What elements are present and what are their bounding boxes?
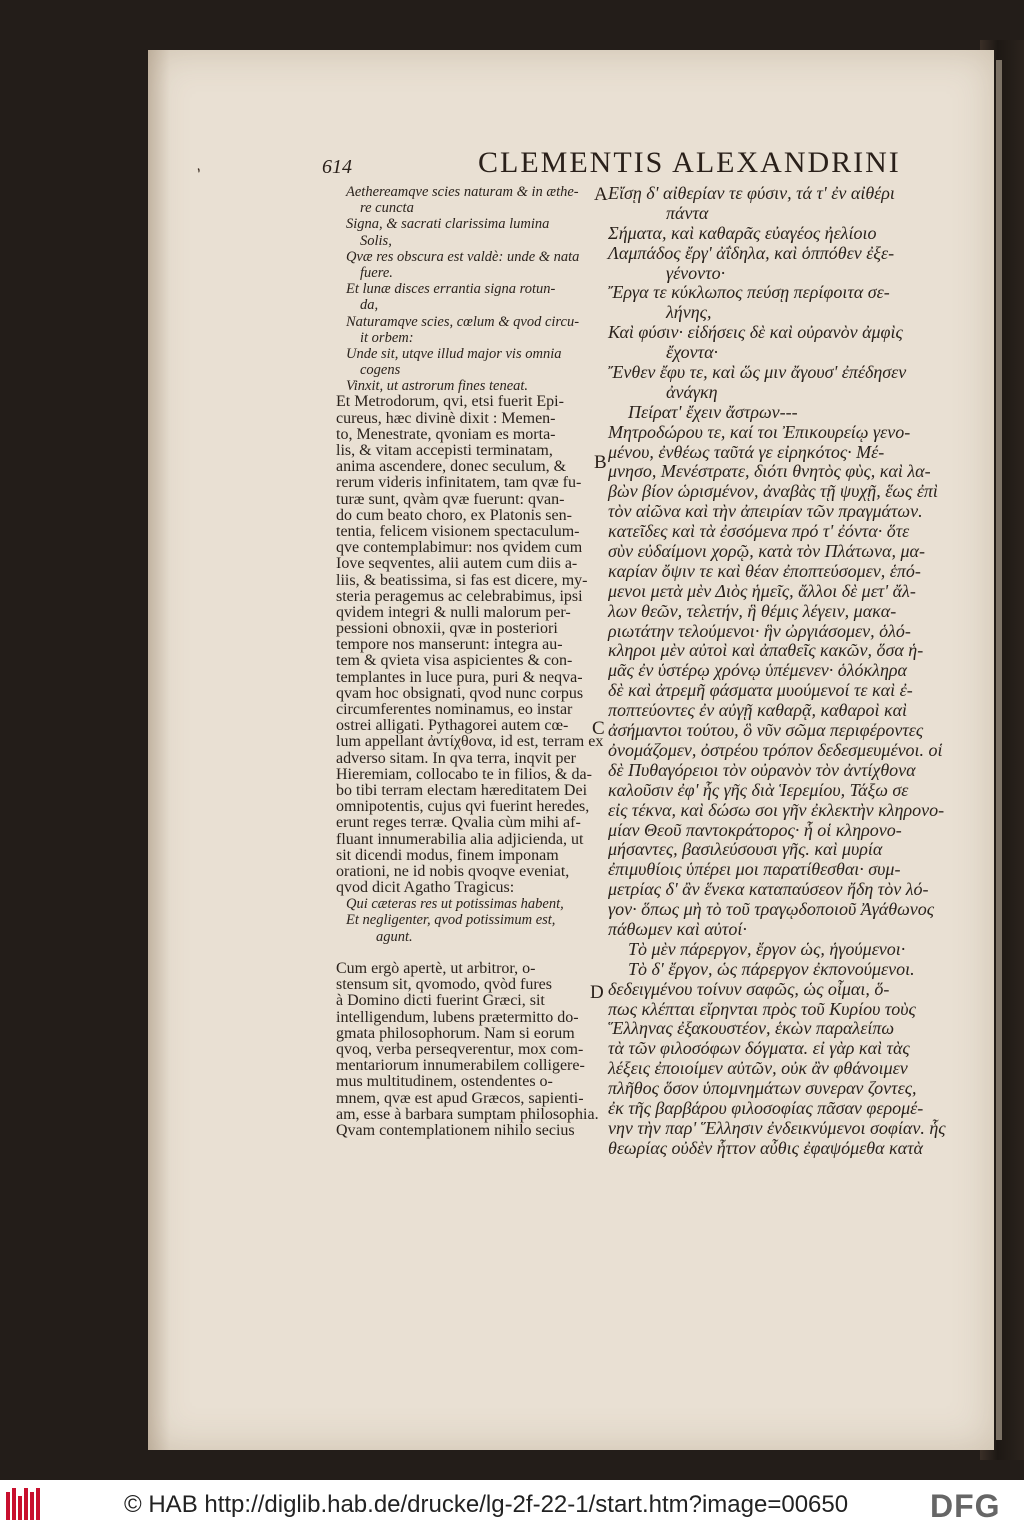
greek-line: σὺν εὐδαίμονι χορῷ, κατὰ τὸν Πλάτωνα, μα- — [608, 541, 925, 562]
latin-line: ostrei alligati. Pythagorei autem cœ- — [336, 717, 569, 735]
greek-line: ποπτεύοντες ἐν αὐγῇ καθαρᾷ, καθαροὶ καὶ — [608, 700, 908, 721]
greek-line: λέξεις ἐποιοίμεν αὐτῶν, οὐκ ἂν φθάνοιμεν — [608, 1058, 908, 1079]
latin-line: lis, & vitam accepisti terminatam, — [336, 442, 553, 459]
next-page-edge — [996, 60, 1002, 1440]
latin-line: stensum sit, qvomodo, qvòd fures — [336, 976, 552, 994]
greek-line: λων θεῶν, τελετήν, ἣ θέμις λέγειν, μακα- — [608, 600, 897, 621]
latin-column — [336, 184, 604, 1139]
greek-line: Ἕλληνας ἐξακουστέον, ἑκὼν παραλείπω — [608, 1018, 895, 1039]
greek-line: εἰς τέκνα, καὶ δώσω σοι γῆν ἐκλεκτὴν κληρονο- — [608, 799, 945, 820]
latin-line: Solis, — [360, 232, 392, 249]
latin-line: Naturamqve scies, cœlum & qvod circu- — [346, 313, 580, 330]
greek-line: τὸν αἰῶνα καὶ τὴν ἀπειρίαν τῶν πραγμάτων. — [608, 501, 923, 522]
greek-line: πάθωμεν καὶ αὐτοί· — [608, 918, 747, 939]
latin-line: rerum videris infinitatem, tam qvæ fu- — [336, 474, 582, 492]
latin-line: Et negligenter, qvod potissimum est, — [346, 912, 556, 929]
latin-line: Qvam contemplationem nihilo secius — [336, 1121, 575, 1139]
greek-line: βὼν βίον ὡρισμένον, ἀναβὰς τῇ ψυχῇ, ἕως ἐπὶ — [608, 481, 938, 502]
section-marker-a: A — [594, 184, 608, 205]
latin-line: steria peragemus ac celebrabimus, ipsi — [336, 587, 583, 605]
greek-line: ὀνομάζομεν, ὀστρέου τρόπον δεδεσμευμένοι. οἱ — [608, 739, 943, 760]
latin-line: fluant innumerabilia alia adjicienda, ut — [336, 830, 584, 848]
hab-logo-icon — [6, 1488, 42, 1520]
greek-line: μνησο, Μενέστρατε, διότι θνητὸς φὺς, καὶ λα- — [608, 461, 931, 482]
latin-line: Cum ergò apertè, ut arbitror, o- — [336, 960, 536, 977]
section-marker-d: D — [590, 982, 604, 1003]
latin-line: intelligendum, lubens prætermitto do- — [336, 1008, 579, 1026]
latin-line: cureus, hæc divinè dixit : Memen- — [336, 409, 556, 427]
latin-line: tempore nos manserunt: integra au- — [336, 636, 563, 654]
latin-line: Et lunæ disces errantia signa rotun- — [346, 281, 556, 298]
latin-line: erunt reges terræ. Qvalia cùm mihi af- — [336, 814, 581, 832]
latin-line: qvidem integri & nulli malorum per- — [336, 603, 571, 621]
latin-line: Qvæ res obscura est valdè: unde & nata — [346, 248, 580, 265]
latin-line: am, esse à barbara sumptam philosophia. — [336, 1105, 599, 1123]
latin-line: mentariorum innumerabilem colligere- — [336, 1057, 585, 1075]
latin-line: tentia, felicem visionem spectaculum- — [336, 522, 580, 540]
latin-line: circumferentes nominamus, eo instar — [336, 701, 573, 718]
latin-line: pessioni obnoxii, qvæ in posteriori — [336, 620, 558, 638]
latin-line: cogens — [360, 362, 401, 379]
greek-line: ἔχοντα· — [666, 342, 719, 363]
latin-line: re cuncta — [360, 200, 414, 217]
greek-line: Τὸ μὲν πάρεργον, ἔργον ὡς, ἡγούμενοι· — [628, 938, 906, 959]
greek-line: καλοῦσιν ἐφ' ἧς γῆς διὰ Ἱερεμίου, Τάξω σε — [608, 779, 909, 800]
greek-line: τὰ τῶν φιλοσόφων δόγματα. εἰ γὰρ καὶ τὰς — [608, 1038, 910, 1059]
latin-line: tem & qvieta visa aspicientes & con- — [336, 652, 573, 670]
latin-line: Qui cæteras res ut potissimas habent, — [346, 896, 564, 913]
greek-line: Λαμπάδος ἔργ' ἀΐδηλα, καὶ ὁππόθεν ἐξε- — [608, 242, 895, 263]
greek-line: Σήματα, καὶ καθαρᾶς εὐαγέος ἠελίοιο — [608, 222, 877, 243]
greek-line: Ἔργα τε κύκλωπος πεύσῃ περίφοιτα σε- — [608, 282, 890, 303]
greek-line: ἐκ τῆς βαρβάρου φιλοσοφίας πᾶσαν φερομέ- — [608, 1097, 924, 1118]
greek-line: καρίαν ὄψιν τε καὶ θέαν ἐποπτεύσομεν, ἑπό- — [608, 560, 921, 581]
greek-line: Μητροδώρου τε, καί τοι Ἐπικουρείῳ γενο- — [608, 421, 911, 442]
greek-line: δὲ Πυθαγόρειοι τὸν οὐρανὸν τὸν ἀντίχθονα — [608, 759, 916, 780]
latin-line: omnipotentis, cujus qvi fuerint heredes, — [336, 798, 590, 816]
latin-line: sit dicendi modus, finem imponam — [336, 846, 559, 864]
greek-line: νην τὴν παρ' Ἕλλησιν ἐνδεικνύμενοι σοφίαν. ἧς — [608, 1117, 946, 1138]
greek-line: δὲ καὶ ἀτρεμῆ φάσματα μυούμενοί τε καὶ ἐ- — [608, 680, 913, 701]
latin-line: Vinxit, ut astrorum fines teneat. — [346, 378, 529, 395]
latin-line: mus multitudinem, ostendentes o- — [336, 1073, 553, 1091]
greek-line: πλῆθος ὅσον ὑπομνημάτων συνεραν ζοντες, — [608, 1078, 917, 1099]
greek-line: πως κλέπται εἴρηνται πρὸς τοῦ Κυρίου τοὺς — [608, 998, 916, 1019]
greek-line: ριωτάτην τελούμενοι· ἣν ὠργιάσομεν, ὁλό- — [608, 620, 911, 641]
page-number: 614 — [322, 156, 352, 178]
greek-line: μένου, ἐνθέως ταῦτά γε εἰρηκότος· Μέ- — [608, 441, 885, 462]
copyright-credit[interactable]: © HAB http://diglib.hab.de/drucke/lg-2f-22-1/start.htm?image=00650 — [124, 1491, 849, 1518]
greek-line: ἀσήμαντοι τούτου, ὃ νῦν σῶμα περιφέροντες — [608, 720, 924, 741]
latin-line: fuere. — [360, 264, 393, 281]
latin-line: qvoq, verba persеqverentur, mox com- — [336, 1040, 584, 1058]
section-marker-b: B — [594, 452, 607, 473]
latin-line: orationi, ne id nobis qvoqve eveniat, — [336, 862, 570, 880]
latin-line: qvam hoc obsignati, qvod nunc corpus — [336, 684, 584, 702]
greek-line: Εἴσῃ δ' αἰθερίαν τε φύσιν, τά τ' ἐν αἰθέρι — [608, 183, 895, 203]
latin-line: à Domino dicti fuerint Græci, sit — [336, 992, 545, 1010]
latin-line: Unde sit, utqve illud major vis omnia — [346, 345, 562, 362]
latin-line: qvod dicit Agatho Tragicus: — [336, 879, 515, 897]
latin-line — [336, 945, 592, 961]
greek-column — [608, 183, 946, 1159]
running-title: CLEMENTIS ALEXANDRINI — [478, 146, 901, 179]
greek-line: λήνης, — [666, 302, 712, 323]
latin-line: qve contemplabimur: nos qvidem cum — [336, 539, 583, 557]
greek-line: γένοντο· — [666, 262, 726, 283]
latin-line: lum appellant ἀντίχθονα, id est, terram ex — [336, 733, 604, 751]
latin-line: do cum beato choro, ex Platonis sen- — [336, 506, 572, 524]
latin-line: adverso sitam. In qva terra, inqvit per — [336, 749, 576, 767]
greek-line: μίαν Θεοῦ παντοκράτορος· ἧ οἱ κληρονο- — [608, 819, 902, 840]
latin-line: templantes in luce pura, puri & neqva- — [336, 668, 583, 686]
section-marker-c: C — [592, 718, 605, 739]
latin-line: turæ sunt, qvàm qvæ fuerunt: qvan- — [336, 490, 565, 508]
latin-line: liis, & beatissima, si fas est dicere, my- — [336, 571, 588, 589]
gutter-fold — [148, 50, 170, 1450]
latin-line: Aethereamqve scies naturam & in æthe- — [346, 184, 579, 200]
pen-mark: ʼ — [193, 164, 208, 185]
latin-line: Signa, & sacrati clarissima lumina — [346, 216, 550, 233]
greek-line: θεωρίας οὐδὲν ἧττον αὖθις ἐφαψόμεθα κατὰ — [608, 1137, 923, 1158]
greek-line: Ἔνθεν ἔφυ τε, καὶ ὥς μιν ἄγουσ' ἐπέδησεν — [608, 362, 907, 383]
latin-line: bo tibi terram electam hæreditatem Dei — [336, 781, 588, 799]
latin-line: Et Metrodorum, qvi, etsi fuerit Epi- — [336, 393, 564, 411]
latin-line: gmata philosophorum. Nam si eorum — [336, 1024, 575, 1042]
greek-line: δεδειγμένου τοίνυν σαφῶς, ὡς οἶμαι, ὅ- — [608, 978, 890, 999]
greek-line: μετρίας δ' ἂν ἕνεκα καταπαύσεον ἤδη τὸν λό- — [608, 879, 929, 900]
greek-line: μενοι μετὰ μὲν Διὸς ἡμεῖς, ἄλλοι δὲ μετ' ἄλ- — [608, 580, 916, 601]
latin-line: Hieremiam, collocabo te in filios, & da- — [336, 765, 592, 783]
latin-line: da, — [360, 297, 379, 314]
latin-line: anima ascendere, donec seculum, & — [336, 458, 567, 476]
latin-line: to, Menestrate, qvoniam es morta- — [336, 425, 556, 443]
greek-line: πάντα — [666, 202, 709, 223]
greek-line: ἐπιμυθίοις ὑπέρει μοι παρατίθεσθαι· συμ- — [608, 859, 901, 880]
greek-line: γον· ὅπως μὴ τὸ τοῦ τραγῳδοποιοῦ Ἀγάθωνος — [608, 899, 935, 920]
greek-line: μᾶς ἐν ὑστέρῳ χρόνῳ ὑπέμενεν· ὁλόκληρα — [608, 660, 907, 681]
latin-line: mnem, qvæ est apud Græcos, sapienti- — [336, 1089, 584, 1107]
greek-line: Καὶ φύσιν· εἰδήσεις δὲ καὶ οὐρανὸν ἀμφὶς — [608, 322, 903, 343]
greek-line: ἀνάγκη — [666, 381, 718, 402]
greek-line: Τὸ δ' ἔργον, ὡς πάρεργον ἐκπονούμενοι. — [628, 958, 915, 979]
greek-line: μήσαντες, βασιλεύσουσι γῆς. καὶ μυρία — [608, 839, 883, 860]
dfg-logo: DFG — [930, 1488, 1001, 1524]
latin-line: it orbem: — [360, 329, 414, 346]
greek-line: κατεῖδες καὶ τὰ ἐσσόμενα πρό τ' ἐόντα· ὅτε — [608, 521, 910, 542]
latin-line: agunt. — [376, 928, 413, 945]
latin-line: Iove seqventes, alii autem cum diis a- — [336, 555, 578, 573]
greek-line: Πείρατ' ἔχειν ἄστρων--- — [628, 401, 798, 422]
greek-line: κληροι μὲν αὐτοὶ καὶ ἀπαθεῖς κακῶν, ὅσα ἡ- — [608, 640, 924, 661]
